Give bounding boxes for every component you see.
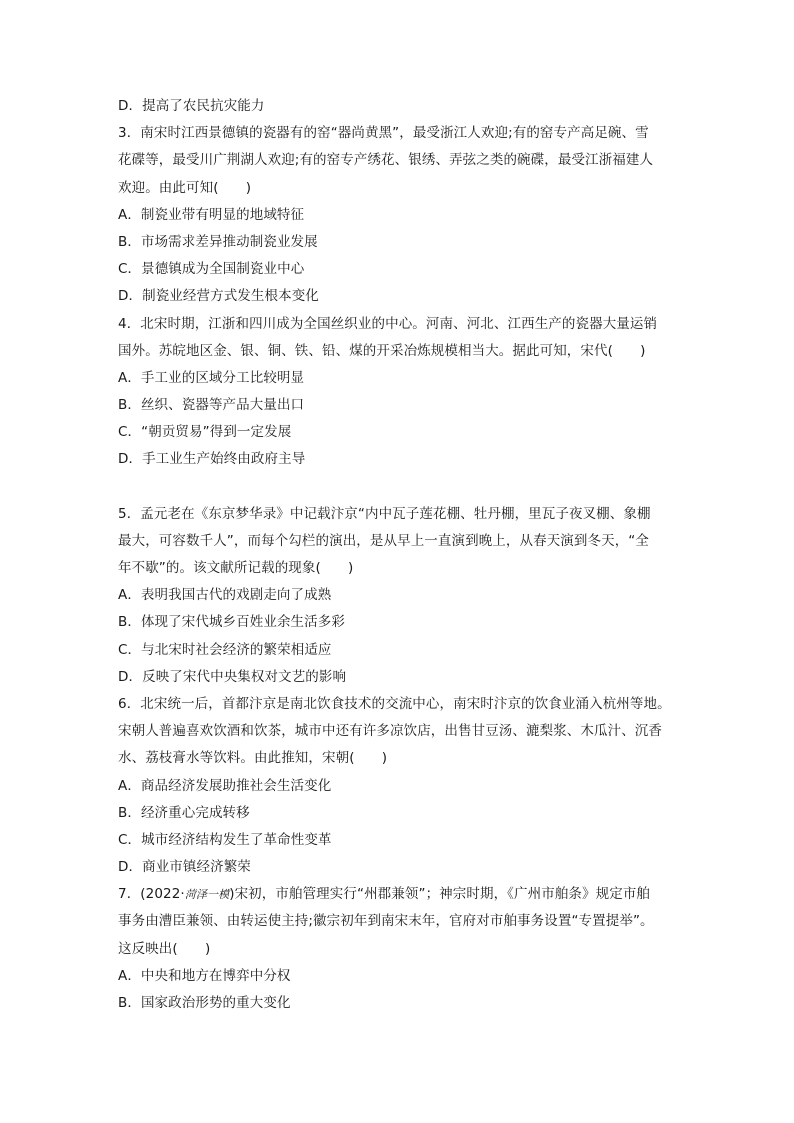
text-line: 6．北宋统一后，首都汴京是南北饮食技术的交流中心，南宋时汴京的饮食业涌入杭州等地。: [118, 695, 671, 712]
question-7-prefix: 7．(2022·: [118, 886, 185, 903]
option-line: A．手工业的区域分工比较明显: [118, 369, 305, 386]
text-line: 4．北宋时期，江浙和四川成为全国丝织业的中心。河南、河北、江西生产的瓷器大量运销: [118, 315, 658, 332]
text-line: 欢迎。由此可知( ): [118, 179, 252, 196]
text-line: 年不歇”的。该文献所记载的现象( ): [118, 560, 354, 576]
option-line: B．丝织、瓷器等产品大量出口: [118, 397, 305, 414]
option-line: C．与北宋时社会经济的繁荣相适应: [118, 641, 332, 658]
option-line: C．“朝贡贸易”得到一定发展: [118, 424, 292, 441]
option-line: B．体现了宋代城乡百姓业余生活多彩: [118, 614, 345, 631]
question-7-line-1: [118, 881, 680, 908]
text-line: 水、荔枝膏水等饮料。由此推知，宋朝( ): [118, 750, 388, 767]
text-line: 这反映出( ): [118, 940, 211, 957]
option-line: D．商业市镇经济繁荣: [118, 859, 251, 876]
paragraph-gap: [118, 474, 680, 501]
text-line: 国外。苏皖地区金、银、铜、铁、铅、煤的开采冶炼规模相当大。据此可知，宋代( ): [118, 342, 646, 359]
text-line: 事务由漕臣兼领、由转运使主持;徽宗初年到南宋末年，官府对市舶事务设置“专置提举”。: [118, 913, 654, 930]
question-text: [118, 93, 680, 1017]
option-line: A．中央和地方在博弈中分权: [118, 967, 291, 984]
option-line: B．市场需求差异推动制瓷业发展: [118, 233, 318, 250]
option-line: D．制瓷业经营方式发生根本变化: [118, 288, 319, 305]
option-line: D．反映了宋代中央集权对文艺的影响: [118, 668, 347, 685]
option-line: C．景德镇成为全国制瓷业中心: [118, 261, 305, 278]
text-line: 花碟等，最受川广荆湖人欢迎;有的窑专产绣花、银绣、弄弦之类的碗碟，最受江浙福建人: [118, 152, 654, 169]
option-line: A．表明我国古代的戏剧走向了成熟: [118, 587, 332, 604]
option-line: B．国家政治形势的重大变化: [118, 995, 291, 1011]
text-line: 3．南宋时江西景德镇的瓷器有的窑“器尚黄黑”，最受浙江人欢迎;有的窑专产高足碗、雪: [118, 125, 649, 142]
question-7-stem-start: )宋初，市舶管理实行“州郡兼领”；神宗时期，《广州市舶条》规定市舶: [229, 886, 651, 903]
text-line: 最大，可容数千人”，而每个勾栏的演出，是从早上一直演到晚上，从春天演到冬天，“全: [118, 532, 649, 549]
option-line: C．城市经济结构发生了革命性变革: [118, 831, 332, 848]
option-line: A．商品经济发展助推社会生活变化: [118, 777, 332, 794]
option-line: B．经济重心完成转移: [118, 804, 250, 821]
option-line: A．制瓷业带有明显的地域特征: [118, 206, 305, 223]
text-line: 宋朝人普遍喜欢饮酒和饮茶，城市中还有许多凉饮店，出售甘豆汤、漉梨浆、木瓜汁、沉香: [118, 723, 662, 740]
text-line: D．提高了农民抗灾能力: [118, 98, 265, 114]
text-line: 5．孟元老在《东京梦华录》中记载汴京“内中瓦子莲花棚、牡丹棚，里瓦子夜叉棚、象棚: [118, 505, 651, 522]
question-7-source: 菏泽一模: [184, 888, 230, 902]
option-line: D．手工业生产始终由政府主导: [118, 451, 306, 468]
